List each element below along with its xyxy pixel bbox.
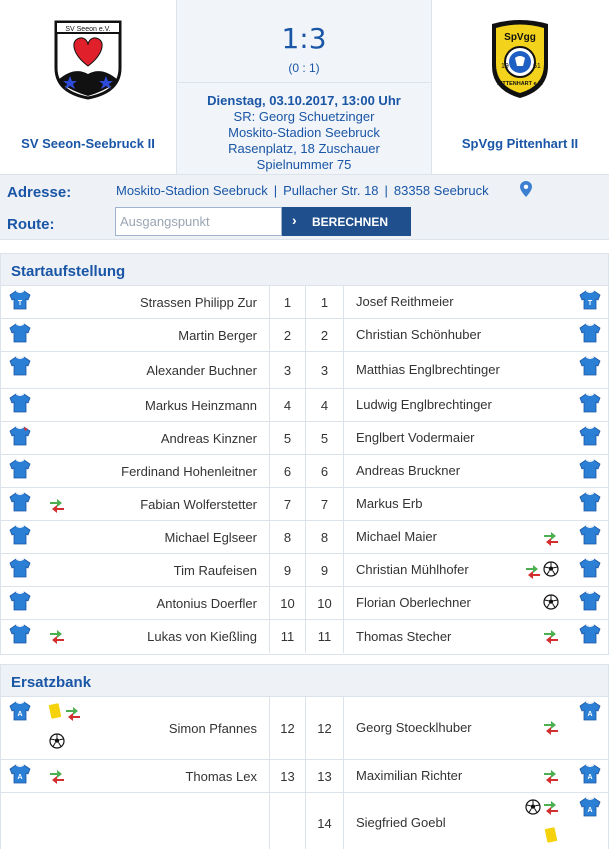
table-row bbox=[1, 697, 608, 760]
svg-text:61: 61 bbox=[533, 63, 541, 70]
home-player-name[interactable]: Ferdinand Hohenleitner bbox=[121, 463, 257, 479]
home-shirt-icon bbox=[9, 459, 31, 479]
address-street: Pullacher Str. 18 bbox=[283, 183, 379, 198]
home-player-name[interactable]: Alexander Buchner bbox=[146, 362, 257, 378]
home-player-number: 1 bbox=[269, 286, 306, 318]
away-player-number: 10 bbox=[306, 587, 344, 619]
substitution-icon bbox=[65, 705, 81, 721]
match-number: Spielnummer 75 bbox=[256, 157, 352, 172]
calculate-route-label: BERECHNEN bbox=[312, 214, 389, 229]
home-player-number: 4 bbox=[269, 389, 306, 421]
substitution-icon bbox=[49, 497, 65, 513]
home-shirt-icon bbox=[9, 426, 31, 446]
away-player-name[interactable]: Matthias Englbrechtinger bbox=[356, 362, 500, 377]
away-player-name[interactable]: Englbert Vodermaier bbox=[356, 430, 475, 445]
away-team-logo[interactable] bbox=[484, 18, 556, 100]
referee: SR: Georg Schuetzinger bbox=[233, 109, 375, 124]
match-date: Dienstag, 03.10.2017, 13:00 Uhr bbox=[207, 93, 401, 108]
home-player-name[interactable]: Thomas Lex bbox=[185, 768, 257, 784]
away-shirt-icon bbox=[579, 764, 601, 784]
halftime-score: (0 : 1) bbox=[288, 61, 320, 75]
home-player-name[interactable]: Andreas Kinzner bbox=[160, 430, 257, 446]
chevron-right-icon: › bbox=[292, 212, 297, 228]
bench-title: Ersatzbank bbox=[1, 665, 608, 697]
away-shirt-icon bbox=[579, 492, 601, 512]
address-text[interactable] bbox=[116, 183, 489, 198]
address-city: 83358 Seebruck bbox=[393, 183, 489, 198]
home-player-number: 13 bbox=[269, 760, 306, 792]
substitution-icon bbox=[49, 768, 65, 784]
away-shirt-icon bbox=[579, 323, 601, 343]
away-player-name[interactable]: Maximilian Richter bbox=[356, 768, 463, 783]
away-shirt-icon bbox=[579, 426, 601, 446]
away-shirt-icon bbox=[579, 525, 601, 545]
away-player-number: 14 bbox=[306, 793, 344, 849]
home-shirt-icon bbox=[9, 558, 31, 578]
match-header bbox=[0, 0, 611, 174]
home-shirt-icon bbox=[9, 492, 31, 512]
away-player-name[interactable]: Michael Maier bbox=[356, 529, 437, 544]
table-row bbox=[1, 554, 608, 587]
yellow-card-icon bbox=[47, 703, 63, 719]
away-player-name[interactable]: Ludwig Englbrechtinger bbox=[356, 397, 492, 412]
home-team-logo[interactable] bbox=[52, 18, 124, 100]
goal-ball-icon bbox=[525, 799, 541, 815]
away-player-number: 9 bbox=[306, 554, 344, 586]
away-player-name[interactable]: Josef Reithmeier bbox=[356, 294, 454, 309]
home-shirt-icon bbox=[9, 701, 31, 721]
home-player-number: 5 bbox=[269, 422, 306, 454]
substitution-icon bbox=[49, 628, 65, 644]
address-separator: | bbox=[273, 183, 278, 198]
goal-ball-icon bbox=[49, 733, 65, 749]
table-row bbox=[1, 455, 608, 488]
svg-text:SpVgg: SpVgg bbox=[504, 32, 536, 43]
home-shirt-icon bbox=[9, 764, 31, 784]
table-row bbox=[1, 319, 608, 352]
table-row bbox=[1, 286, 608, 319]
away-player-name[interactable]: Thomas Stecher bbox=[356, 628, 452, 644]
table-row bbox=[1, 352, 608, 389]
home-player-number: 6 bbox=[269, 455, 306, 487]
home-player-name[interactable]: Markus Heinzmann bbox=[145, 397, 257, 413]
map-pin-icon[interactable] bbox=[520, 181, 532, 197]
home-player-name[interactable]: Michael Eglseer bbox=[164, 529, 257, 545]
substitution-icon bbox=[543, 768, 559, 784]
away-shirt-icon bbox=[579, 701, 601, 721]
final-score: 1:3 bbox=[281, 22, 327, 55]
away-player-name[interactable]: Georg Stoecklhuber bbox=[356, 720, 472, 735]
home-team-name[interactable]: SV Seeon-Seebruck II bbox=[21, 136, 155, 151]
away-shirt-icon bbox=[579, 393, 601, 413]
home-player-name[interactable]: Fabian Wolferstetter bbox=[140, 496, 257, 512]
away-shirt-icon bbox=[579, 290, 601, 310]
table-row bbox=[1, 521, 608, 554]
svg-text:T: T bbox=[17, 300, 23, 307]
home-player-number: 11 bbox=[269, 620, 306, 653]
home-player-name[interactable]: Martin Berger bbox=[178, 327, 257, 343]
away-team[interactable] bbox=[432, 0, 608, 174]
divider bbox=[177, 82, 431, 83]
away-shirt-icon bbox=[579, 356, 601, 376]
home-player-name[interactable] bbox=[39, 793, 257, 849]
away-player-name[interactable]: Christian Schönhuber bbox=[356, 327, 482, 342]
table-row bbox=[1, 488, 608, 521]
home-player-number: 7 bbox=[269, 488, 306, 520]
home-player-number: 9 bbox=[269, 554, 306, 586]
svg-text:SV Seeon e.V.: SV Seeon e.V. bbox=[65, 26, 111, 33]
home-player-number: 10 bbox=[269, 587, 306, 619]
address-venue: Moskito-Stadion Seebruck bbox=[116, 183, 268, 198]
table-row bbox=[1, 793, 608, 849]
svg-text:A: A bbox=[587, 711, 593, 718]
score-panel bbox=[176, 0, 432, 174]
lineup-section bbox=[0, 253, 609, 655]
away-shirt-icon bbox=[579, 591, 601, 611]
table-row bbox=[1, 760, 608, 793]
goal-ball-icon bbox=[543, 594, 559, 610]
away-player-number: 3 bbox=[306, 352, 344, 388]
away-player-name[interactable]: Florian Oberlechner bbox=[356, 595, 471, 610]
svg-text:A: A bbox=[17, 711, 23, 718]
home-player-number: 2 bbox=[269, 319, 306, 351]
home-player-name[interactable]: Strassen Philipp Zur bbox=[139, 294, 257, 310]
home-shirt-icon bbox=[9, 525, 31, 545]
away-player-number: 6 bbox=[306, 455, 344, 487]
svg-text:PITTENHART e.V.: PITTENHART e.V. bbox=[497, 81, 543, 87]
table-row bbox=[1, 422, 608, 455]
home-player-name[interactable]: Tim Raufeisen bbox=[173, 562, 257, 578]
yellow-card-icon bbox=[543, 827, 559, 843]
home-shirt-icon bbox=[9, 624, 31, 644]
substitution-icon bbox=[543, 628, 559, 644]
away-player-number: 8 bbox=[306, 521, 344, 553]
home-shirt-icon bbox=[9, 356, 31, 376]
surface-attendance: Rasenplatz, 18 Zuschauer bbox=[228, 141, 380, 156]
home-shirt-icon bbox=[9, 591, 31, 611]
away-player-number: 12 bbox=[306, 697, 344, 759]
svg-text:A: A bbox=[587, 807, 593, 814]
home-player-number: 12 bbox=[269, 697, 306, 759]
substitution-icon bbox=[543, 799, 559, 815]
home-player-number: 3 bbox=[269, 352, 306, 388]
away-shirt-icon bbox=[579, 624, 601, 644]
away-player-number: 4 bbox=[306, 389, 344, 421]
away-player-number: 13 bbox=[306, 760, 344, 792]
home-player-name[interactable]: Simon Pfannes bbox=[168, 720, 257, 736]
away-player-name[interactable]: Markus Erb bbox=[356, 496, 423, 511]
route-label: Route: bbox=[7, 216, 55, 233]
goal-ball-icon bbox=[543, 561, 559, 577]
away-shirt-icon bbox=[579, 797, 601, 817]
substitution-icon bbox=[543, 530, 559, 546]
table-row bbox=[1, 620, 608, 653]
away-player-name[interactable]: Christian Mühlhofer bbox=[356, 562, 469, 577]
home-shirt-icon bbox=[9, 323, 31, 343]
away-player-number: 11 bbox=[306, 620, 344, 653]
home-player-number bbox=[269, 793, 306, 849]
home-shirt-icon bbox=[9, 393, 31, 413]
svg-text:A: A bbox=[587, 774, 593, 781]
home-shirt-icon bbox=[9, 290, 31, 310]
stadium: Moskito-Stadion Seebruck bbox=[228, 125, 380, 140]
away-player-number: 7 bbox=[306, 488, 344, 520]
home-player-name[interactable]: Lukas von Kießling bbox=[147, 629, 257, 644]
away-player-number: 1 bbox=[306, 286, 344, 318]
substitution-icon bbox=[525, 563, 541, 579]
away-player-number: 2 bbox=[306, 319, 344, 351]
away-shirt-icon bbox=[579, 459, 601, 479]
match-info bbox=[177, 93, 431, 173]
bench-section bbox=[0, 664, 609, 849]
away-team-name[interactable]: SpVgg Pittenhart II bbox=[461, 136, 579, 151]
table-row bbox=[1, 389, 608, 422]
svg-text:A: A bbox=[17, 774, 23, 781]
substitution-icon bbox=[543, 719, 559, 735]
svg-text:T: T bbox=[587, 300, 593, 307]
home-player-name[interactable]: Antonius Doerfler bbox=[156, 595, 257, 611]
away-shirt-icon bbox=[579, 558, 601, 578]
home-team[interactable] bbox=[0, 0, 176, 174]
calculate-route-button[interactable] bbox=[282, 207, 411, 236]
lineup-title: Startaufstellung bbox=[1, 254, 608, 286]
away-player-number: 5 bbox=[306, 422, 344, 454]
address-label: Adresse: bbox=[7, 184, 72, 201]
route-start-input[interactable] bbox=[115, 207, 282, 236]
away-player-name[interactable]: Siegfried Goebl bbox=[356, 815, 446, 830]
home-player-number: 8 bbox=[269, 521, 306, 553]
svg-text:19: 19 bbox=[501, 63, 509, 70]
away-player-name[interactable]: Andreas Bruckner bbox=[356, 463, 461, 478]
address-separator: | bbox=[384, 183, 388, 198]
table-row bbox=[1, 587, 608, 620]
